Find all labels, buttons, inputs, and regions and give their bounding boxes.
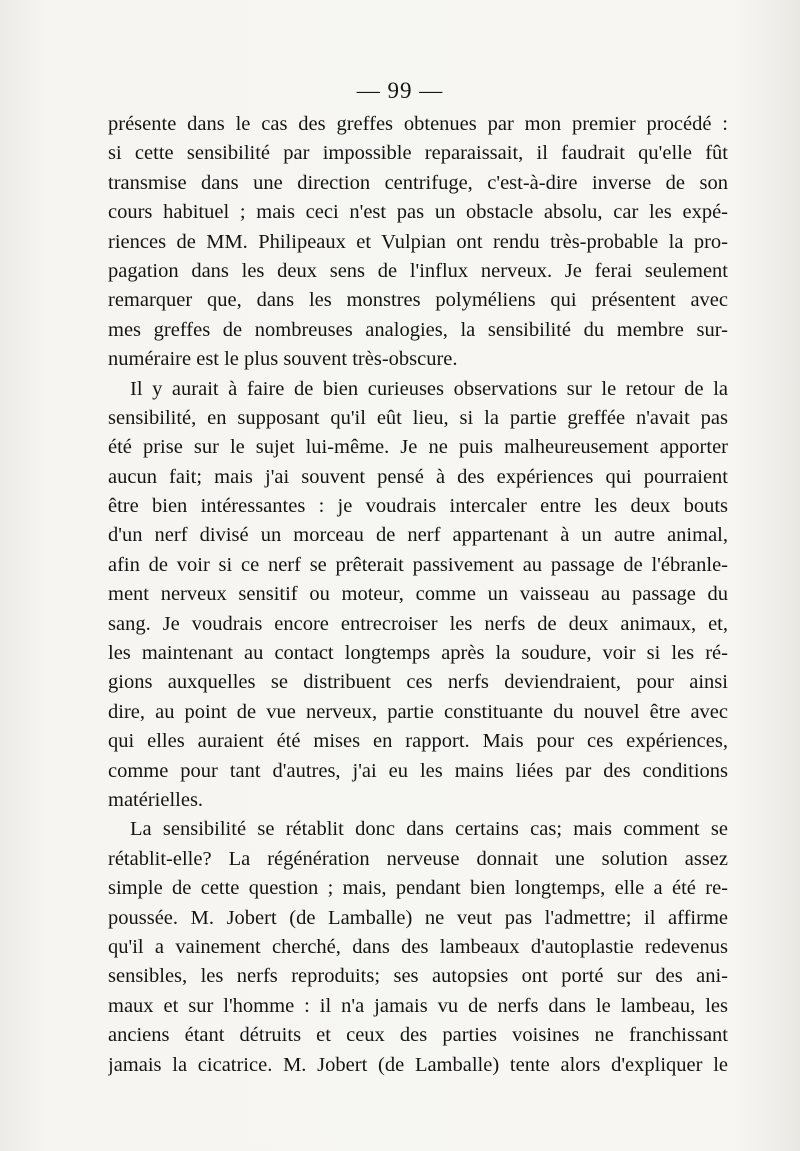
text-line: rétablit-elle? La régénération nerveuse donnait une solution assez [108,847,728,870]
text-line: anciens étant détruits et ceux des parties voisines ne franchissant [108,1024,728,1047]
text-line: mes greffes de nombreuses analogies, la sensibilité du membre sur- [108,318,728,341]
text-line: si cette sensibilité par impossible reparaissait, il faudrait qu'elle fût [108,142,728,165]
text-line: remarquer que, dans les monstres polyméliens qui présentent avec [108,289,728,312]
text-line: les maintenant au contact longtemps après la soudure, voir si les ré- [108,642,728,665]
body-text [108,110,728,1080]
text-line: jamais la cicatrice. M. Jobert (de Lamballe) tente alors d'expliquer le [108,1053,728,1076]
text-line: dire, au point de vue nerveux, partie constituante du nouvel être avec [108,700,728,723]
text-line: qu'il a vainement cherché, dans des lambeaux d'autoplastie redevenus [108,935,728,958]
text-line: être bien intéressantes : je voudrais intercaler entre les deux bouts [108,495,728,518]
text-line: sensibilité, en supposant qu'il eût lieu, si la partie greffée n'avait pas [108,406,728,429]
text-line: transmise dans une direction centrifuge, c'est-à-dire inverse de son [108,171,728,194]
text-line: simple de cette question ; mais, pendant bien longtemps, elle a été re- [108,877,728,900]
text-line: présente dans le cas des greffes obtenues par mon premier procédé : [108,113,728,135]
text-line: gions auxquelles se distribuent ces nerfs deviendraient, pour ainsi [108,671,728,694]
text-line: sang. Je voudrais encore entrecroiser les nerfs de deux animaux, et, [108,612,728,635]
text-line: matérielles. [108,788,204,811]
text-line: été prise sur le sujet lui-même. Je ne puis malheureusement apporter [108,436,728,459]
text-line: numéraire est le plus souvent très-obscure. [108,348,458,371]
text-line: sensibles, les nerfs reproduits; ses autopsies ont porté sur des ani- [108,965,728,988]
text-line: Il y aurait à faire de bien curieuses observations sur le retour de la [130,377,728,400]
text-line: cours habituel ; mais ceci n'est pas un obstacle absolu, car les expé- [108,201,728,224]
text-line: La sensibilité se rétablit donc dans certains cas; mais comment se [130,818,728,841]
text-line: afin de voir si ce nerf se prêterait passivement au passage de l'ébranle- [108,553,728,576]
text-line: poussée. M. Jobert (de Lamballe) ne veut pas l'admettre; il affirme [108,906,728,929]
text-line: qui elles auraient été mises en rapport. Mais pour ces expériences, [108,730,728,753]
text-line: pagation dans les deux sens de l'influx nerveux. Je ferai seulement [108,259,728,282]
text-line: maux et sur l'homme : il n'a jamais vu de nerfs dans le lambeau, les [108,994,728,1017]
text-line: comme pour tant d'autres, j'ai eu les mains liées par des conditions [108,759,728,782]
page-number: — 99 — [356,78,444,103]
text-line: aucun fait; mais j'ai souvent pensé à des expériences qui pourraient [108,465,728,488]
text-line: riences de MM. Philipeaux et Vulpian ont rendu très-probable la pro- [108,230,728,253]
text-line: ment nerveux sensitif ou moteur, comme un vaisseau au passage du [108,583,728,606]
text-line: d'un nerf divisé un morceau de nerf appartenant à un autre animal, [108,524,728,547]
